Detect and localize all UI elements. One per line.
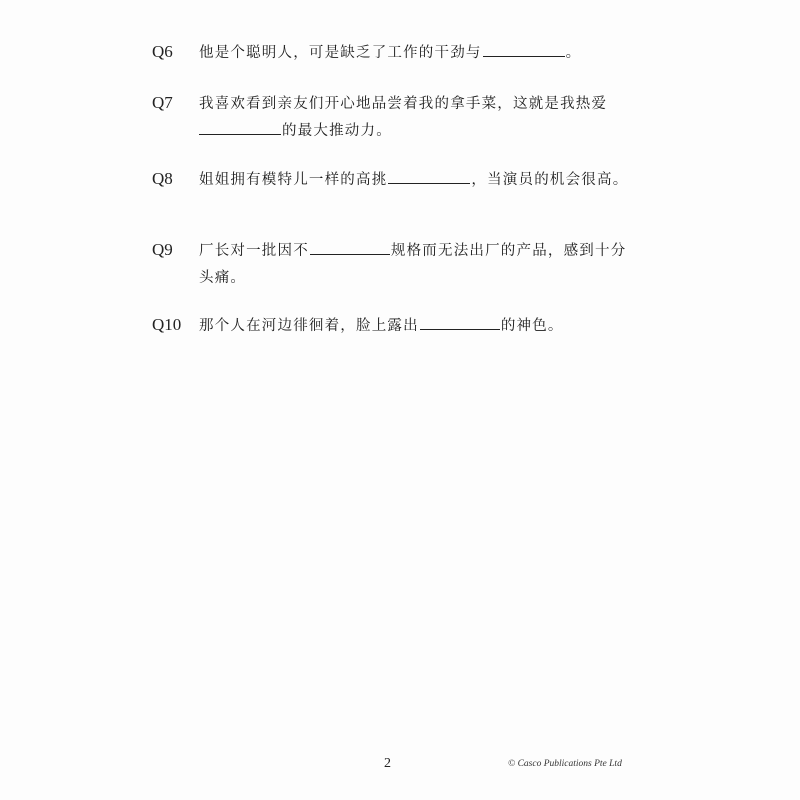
answer-blank[interactable] — [483, 42, 565, 57]
question-number: Q6 — [152, 42, 173, 61]
question-text — [199, 167, 639, 194]
question-text — [199, 91, 639, 145]
page-number: 2 — [384, 756, 391, 771]
question-text-before-blank: 姐姐拥有模特儿一样的高挑 — [199, 172, 388, 188]
question-text — [199, 313, 639, 340]
question-number: Q8 — [152, 169, 173, 188]
question-text-after-blank: 的神色。 — [500, 318, 564, 334]
question-text-after-blank: 规格而无法出厂的产品，感到十分头痛。 — [199, 243, 627, 286]
copyright-notice: © Casco Publications Pte Ltd — [508, 759, 622, 769]
answer-blank[interactable] — [199, 120, 281, 135]
question-text-before-blank: 那个人在河边徘徊着，脸上露出 — [199, 318, 419, 334]
answer-blank[interactable] — [388, 169, 470, 184]
question-text-before-blank: 他是个聪明人，可是缺乏了工作的干劲与 — [199, 45, 482, 61]
question-text-after-blank: 的最大推动力。 — [282, 123, 392, 139]
question-text — [199, 238, 639, 292]
question-number: Q10 — [152, 315, 182, 334]
answer-blank[interactable] — [310, 240, 390, 255]
question-text-after-blank: 。 — [565, 45, 582, 61]
question-number: Q9 — [152, 240, 173, 259]
question-text-before-blank: 我喜欢看到亲友们开心地品尝着我的拿手菜，这就是我热爱 — [199, 96, 608, 112]
question-text — [199, 40, 639, 67]
question-number: Q7 — [152, 93, 173, 112]
answer-blank[interactable] — [420, 315, 500, 330]
question-text-before-blank: 厂长对一批因不 — [199, 243, 309, 259]
question-text-after-blank: ，当演员的机会很高。 — [471, 172, 629, 188]
